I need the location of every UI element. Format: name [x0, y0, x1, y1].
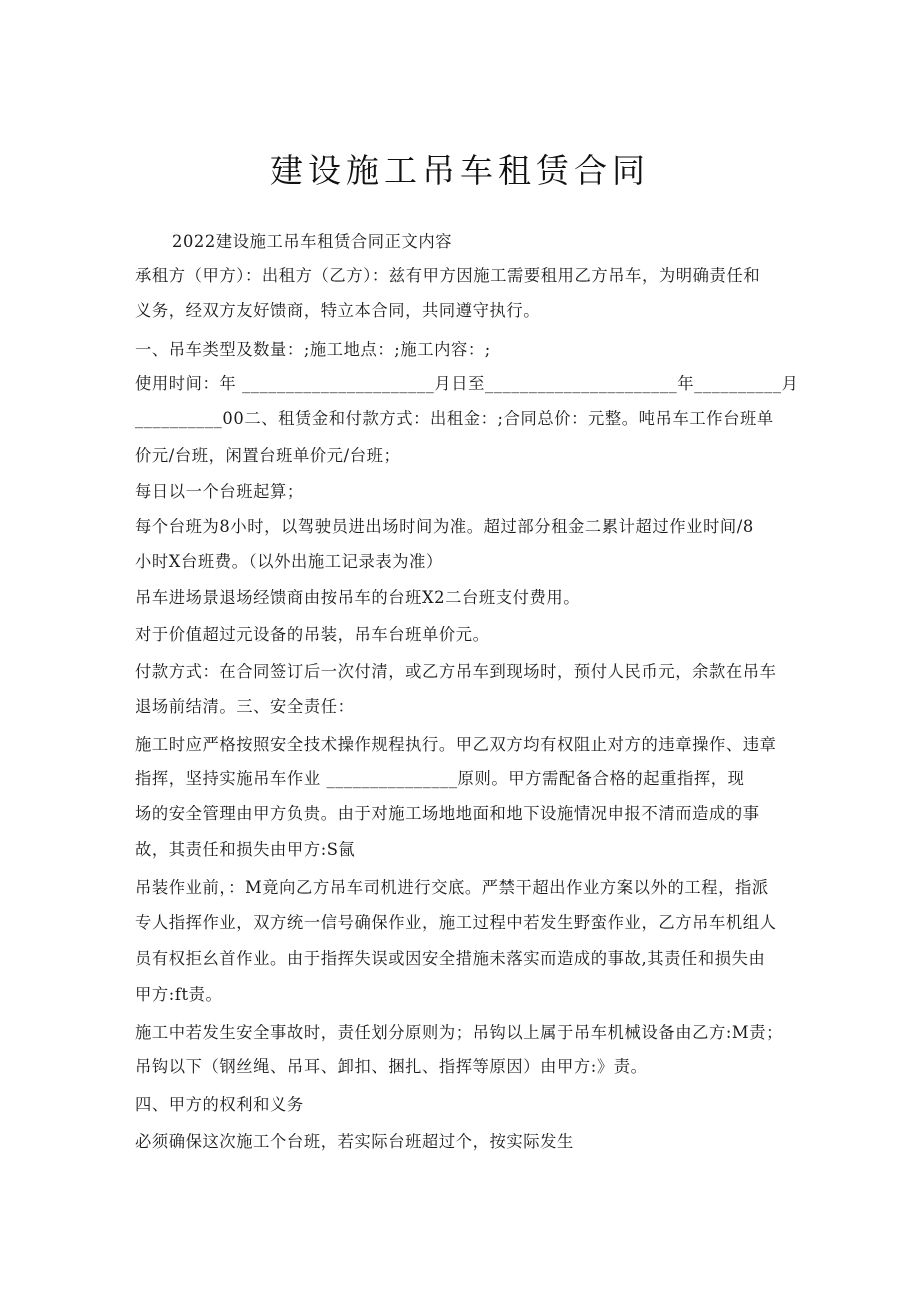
body-line-18: 吊装作业前，：M竟向乙方吊车司机进行交底。严禁干超出作业方案以外的工程，指派	[135, 878, 769, 897]
body-line-6: 价元/台班，闲置台班单价元/台班；	[135, 446, 401, 465]
body-line-11: 对于价值超过元设备的吊装，吊车台班单价元。	[135, 625, 490, 644]
body-line-20: 员有权拒幺首作业。由于指挥失误或因安全措施未落实而造成的事故,其责任和损失由	[135, 949, 766, 968]
body-line-3: 一、吊车类型及数量：;施工地点：;施工内容：;	[135, 340, 491, 359]
body-line-17: 故，其责任和损失由甲方:S氤	[135, 840, 356, 859]
body-line-14: 施工时应严格按照安全技术操作规程执行。甲乙双方均有权阻止对方的违章操作、违章	[135, 735, 777, 754]
body-line-7: 每日以一个台班起算；	[135, 482, 304, 501]
body-line-10: 吊车进场景退场经馈商由按吊车的台班X2二台班支付费用。	[135, 588, 581, 607]
body-line-19: 专人指挥作业，双方统一信号确保作业，施工过程中若发生野蛮作业，乙方吊车机组人	[135, 913, 777, 932]
body-line-9: 小时X台班费。（以外出施工记录表为准）	[135, 552, 443, 571]
document-title: 建设施工吊车租赁合同	[270, 151, 650, 190]
body-line-21: 甲方:ft责。	[135, 985, 223, 1004]
section-heading-4: 四、甲方的权利和义务	[135, 1095, 304, 1114]
body-line-5: __________00二、租赁金和付款方式：出租金：;合同总价：元整。吨吊车工作台班单	[135, 409, 774, 428]
body-line-25: 必须确保这次施工个台班，若实际台班超过个，按实际发生	[135, 1132, 574, 1151]
body-line-13: 退场前结清。三、安全责任：	[135, 697, 355, 716]
intro-line: 2022建设施工吊车租赁合同正文内容	[172, 232, 453, 251]
body-line-22: 施工中若发生安全事故时，责任划分原则为；吊钩以上属于吊车机械设备由乙方:M责；	[135, 1023, 783, 1042]
body-line-2: 义务，经双方友好馈商，特立本合同，共同遵守执行。	[135, 301, 541, 320]
body-line-8: 每个台班为8小时，以驾驶员进出场时间为准。超过部分租金二累计超过作业时间/8	[135, 517, 754, 536]
body-line-16: 场的安全管理由甲方负贵。由于对施工场地地面和地下设施情况申报不清而造成的事	[135, 804, 760, 823]
body-line-23: 吊钩以下（钢丝绳、吊耳、卸扣、捆扎、指挥等原因）由甲方:》责。	[135, 1057, 648, 1076]
body-line-1: 承租方（甲方）：出租方（乙方）：兹有甲方因施工需要租用乙方吊车，为明确责任和	[135, 266, 761, 285]
body-line-4: 使用时间：年 ______________________月日至______________________年__________月	[135, 374, 799, 393]
body-line-12: 付款方式：在合同签订后一次付清，或乙方吊车到现场时，预付人民币元，余款在吊车	[135, 662, 777, 681]
body-line-15: 指挥，坚持实施吊车作业 _______________原则。甲方需配备合格的起重指挥，现	[135, 769, 745, 788]
